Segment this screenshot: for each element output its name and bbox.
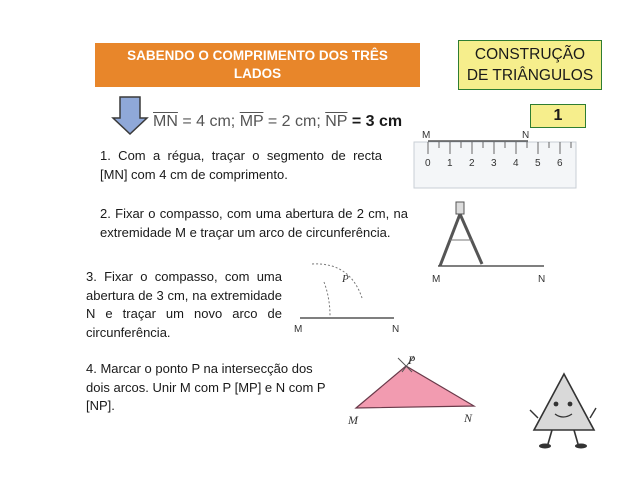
- page-number-badge: 1: [530, 104, 586, 128]
- segment-mp: $\overline{MP}$: [239, 113, 264, 130]
- section-line-2: DE TRIÂNGULOS: [466, 67, 594, 84]
- ruler-tick-label: 4: [513, 158, 519, 169]
- title-line-2: LADOS: [233, 66, 282, 81]
- arc-from-n: [324, 282, 330, 316]
- section-label: [458, 40, 602, 90]
- segment-np-value: = 3 cm: [347, 113, 403, 130]
- step-1-text: 1. Com a régua, traçar o segmento de recta [MN] com 4 cm de comprimento.: [100, 148, 382, 182]
- arcs-label-p: P: [342, 273, 349, 285]
- step-4-text: 4. Marcar o ponto P na intersecção dos dois arcos. Unir M com P [MP] e N com P [NP].: [86, 361, 326, 413]
- compass-label-m: M: [432, 274, 441, 285]
- triangle-mnp: [356, 366, 474, 408]
- triangle-label-p: P: [408, 353, 416, 367]
- ruler-tick-label: 6: [557, 158, 563, 169]
- ruler-tick-label: 2: [469, 158, 475, 169]
- compass-figure: [424, 196, 574, 286]
- compass-head: [456, 202, 464, 214]
- lengths-formula: [153, 113, 402, 131]
- compass-label-n: N: [538, 274, 546, 285]
- ruler-label-m: M: [422, 130, 431, 141]
- arcs-label-n: N: [392, 324, 400, 335]
- triangle-label-n: N: [464, 411, 473, 425]
- segment-mp-value: = 2 cm;: [263, 113, 326, 130]
- ruler-tick-label: 5: [535, 158, 541, 169]
- title-banner: [95, 43, 420, 87]
- triangle-label-m: M: [348, 413, 358, 427]
- arcs-figure: [290, 258, 408, 336]
- title-line-1: SABENDO O COMPRIMENTO DOS TRÊS: [127, 48, 388, 63]
- compass-leg-right: [460, 214, 482, 264]
- ruler-figure: [408, 128, 580, 192]
- section-line-1: CONSTRUÇÃO: [474, 46, 586, 63]
- segment-mn-value: = 4 cm;: [177, 113, 240, 130]
- step-2-text: 2. Fixar o compasso, com uma abertura de 2 cm, na extremidade M e traçar um arco de circunferência.: [100, 206, 408, 240]
- ruler-tick-label: 3: [491, 158, 497, 169]
- segment-np: $\overline{NP}$: [325, 113, 348, 130]
- arc-from-m: [312, 264, 362, 298]
- segment-mn: $\overline{MN}$: [153, 113, 178, 130]
- ruler-label-n: N: [522, 130, 530, 141]
- step-3-text: 3. Fixar o compasso, com uma abertura de 3 cm, na extremidade N e traçar um novo arco de circunferência.: [86, 269, 282, 340]
- triangle-mascot-icon: [528, 370, 598, 450]
- down-arrow-icon: [112, 96, 148, 136]
- ruler-tick-label: 0: [425, 158, 431, 169]
- ruler-tick-label: 1: [447, 158, 453, 169]
- triangle-figure: [340, 350, 490, 430]
- arcs-label-m: M: [294, 324, 303, 335]
